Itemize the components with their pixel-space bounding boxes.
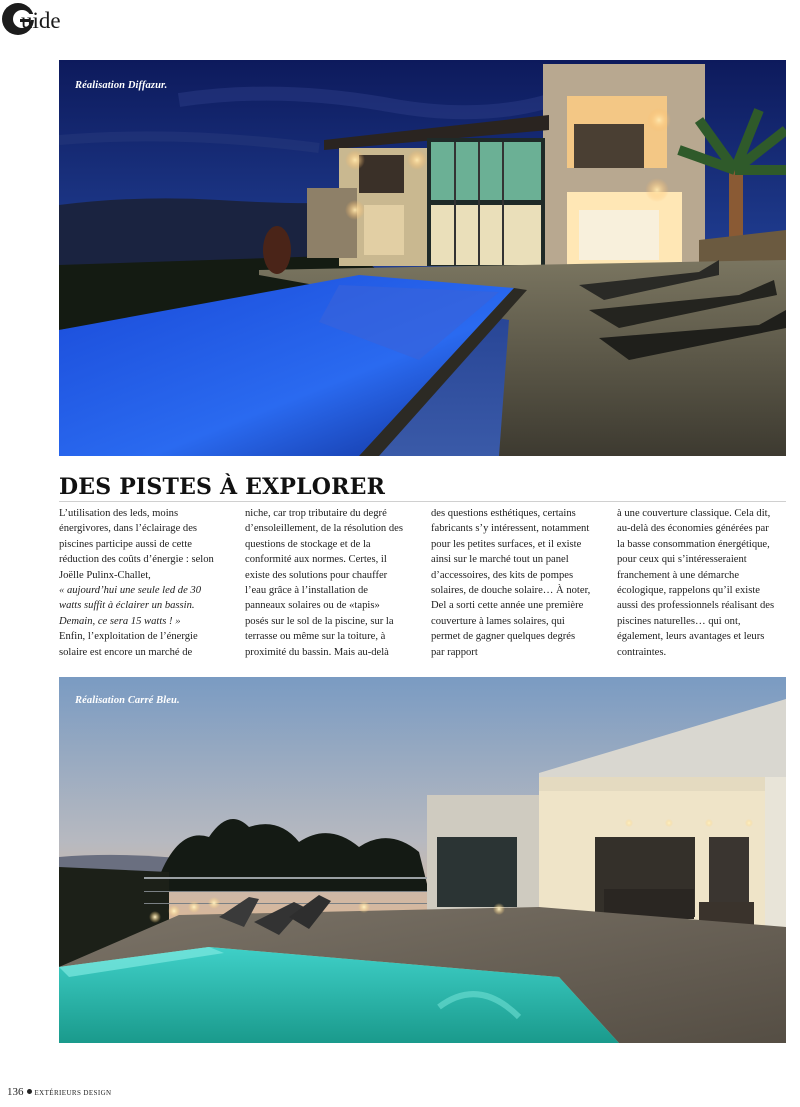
bullet-icon xyxy=(27,1089,32,1094)
article-title: DES PISTES À EXPLORER xyxy=(59,474,386,500)
text-column-1 xyxy=(59,506,219,660)
magazine-name: EXTÉRIEURS DESIGN xyxy=(34,1089,112,1097)
paragraph: L’utilisation des leds, moins énergivores, dans l’éclairage des piscines participe aussi de cette réduction des coûts d’énergie : selon Joëlle Pulinx-Challet, xyxy=(59,508,214,581)
photo-carre-bleu xyxy=(59,677,786,1043)
paragraph: des questions esthétiques, certains fabricants s’y intéressent, notamment pour les petites surfaces, et il existe ainsi sur le marché tout un panel d’accessoires, des kits de pompes solaires, de douche solaire… À noter, Del a sorti cette année une première couverture à lames solaires, qui permet de gagner quelques degrés par rapport xyxy=(431,508,591,658)
photo-diffazur xyxy=(59,60,786,456)
photo-caption: Réalisation Diffazur. xyxy=(75,80,168,91)
paragraph: Enfin, l’exploitation de l’énergie solaire est encore un marché de xyxy=(59,631,198,658)
page-footer xyxy=(7,1086,112,1098)
title-rule xyxy=(59,501,786,502)
paragraph: niche, car trop tributaire du degré d’ensoleillement, de la résolution des questions de stockage et de la conformité aux normes. Certes, il existe des solutions pour chauffer l’eau grâce à l’installation de panneaux solaires ou de «tapis» posés sur le sol de la piscine, sur la terrasse ou même sur la toiture, à proximité du bassin. Mais au-delà xyxy=(245,508,403,658)
text-column-4 xyxy=(617,506,777,660)
quote: « aujourd’hui une seule led de 30 watts suffit à éclairer un bassin. Demain, ce sera 15 watts ! » xyxy=(59,585,202,627)
photo-caption: Réalisation Carré Bleu. xyxy=(75,695,180,706)
paragraph: à une couverture classique. Cela dit, au-delà des économies générées par la basse consommation énergétique, pour ceux qui s’intéresseraient franchement à une démarche écologique, rappelons qu’il existe aussi des professionnels réalisant des piscines naturelles… qui ont, également, leurs avantages et leurs contraintes. xyxy=(617,508,775,658)
text-column-2 xyxy=(245,506,405,660)
text-column-3 xyxy=(431,506,591,660)
page-number: 136 xyxy=(7,1086,24,1098)
section-label: uide xyxy=(21,8,61,33)
